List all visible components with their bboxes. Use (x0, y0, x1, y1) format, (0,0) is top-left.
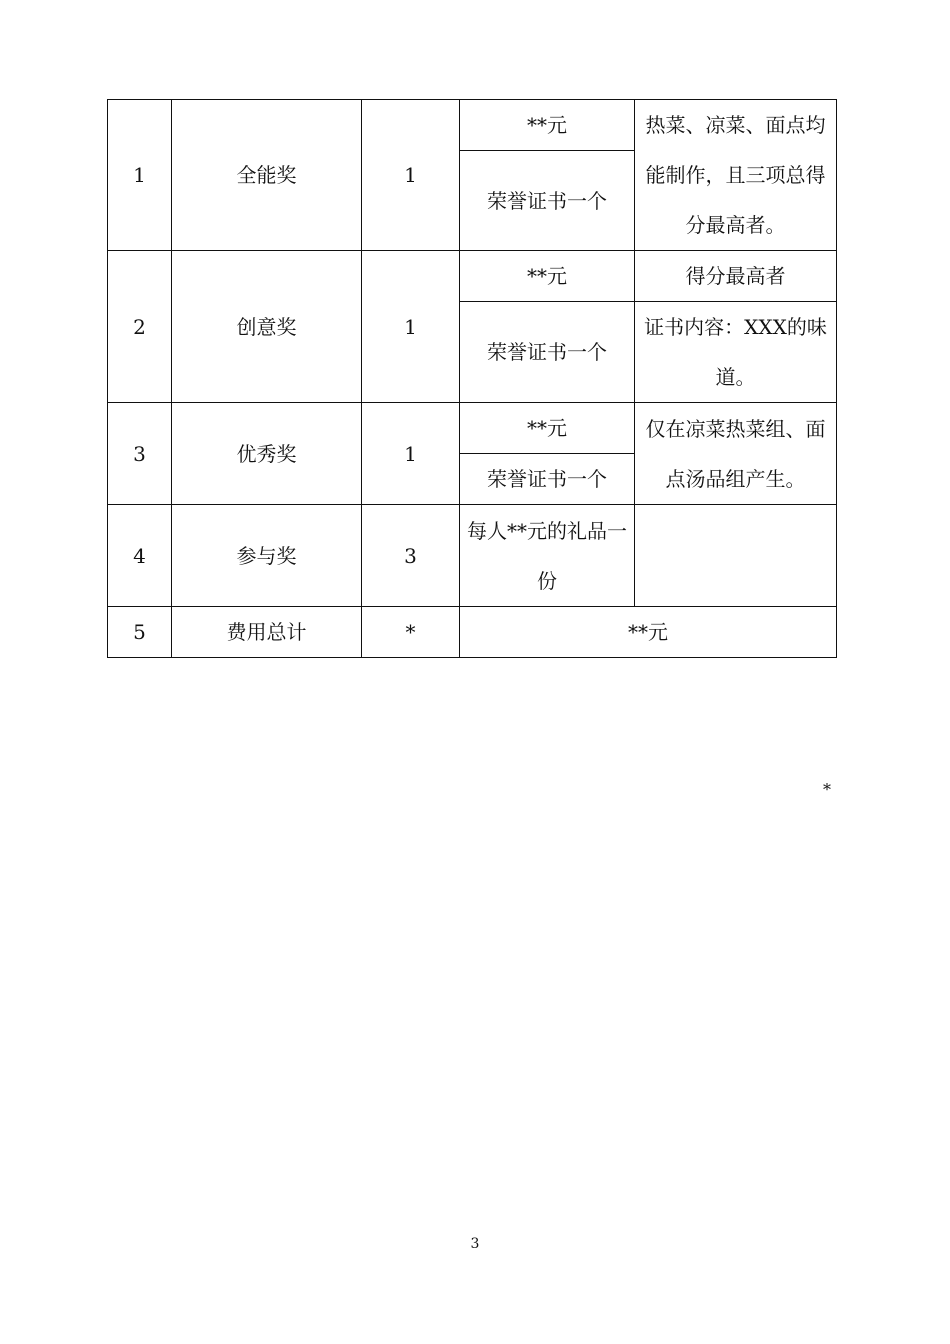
award-cash: **元 (460, 403, 635, 454)
table-row (108, 100, 837, 151)
award-cash: **元 (460, 251, 635, 302)
award-count: 1 (362, 251, 460, 403)
table-row-total (108, 607, 837, 658)
footnote-mark: * (823, 780, 831, 799)
award-name: 全能奖 (172, 100, 362, 251)
award-number: 4 (108, 505, 172, 607)
award-certificate: 荣誉证书一个 (460, 302, 635, 403)
award-number: 3 (108, 403, 172, 505)
award-prize: 每人**元的礼品一份 (460, 505, 635, 607)
total-number: 5 (108, 607, 172, 658)
certificate-content: 证书内容：XXX的味道。 (635, 302, 837, 403)
total-label: 费用总计 (172, 607, 362, 658)
award-criteria: 得分最高者 (635, 251, 837, 302)
award-name: 参与奖 (172, 505, 362, 607)
award-cash: **元 (460, 100, 635, 151)
awards-table (107, 99, 837, 658)
total-count: * (362, 607, 460, 658)
table-row (108, 403, 837, 454)
award-description: 热菜、凉菜、面点均能制作，且三项总得分最高者。 (635, 100, 837, 251)
award-name: 优秀奖 (172, 403, 362, 505)
award-description (635, 505, 837, 607)
table-row (108, 505, 837, 607)
award-number: 1 (108, 100, 172, 251)
award-count: 3 (362, 505, 460, 607)
table-row (108, 251, 837, 302)
award-number: 2 (108, 251, 172, 403)
page-number: 3 (470, 1236, 480, 1252)
award-name: 创意奖 (172, 251, 362, 403)
total-amount: **元 (460, 607, 837, 658)
award-description: 仅在凉菜热菜组、面点汤品组产生。 (635, 403, 837, 505)
award-count: 1 (362, 403, 460, 505)
award-count: 1 (362, 100, 460, 251)
award-certificate: 荣誉证书一个 (460, 151, 635, 251)
award-certificate: 荣誉证书一个 (460, 454, 635, 505)
